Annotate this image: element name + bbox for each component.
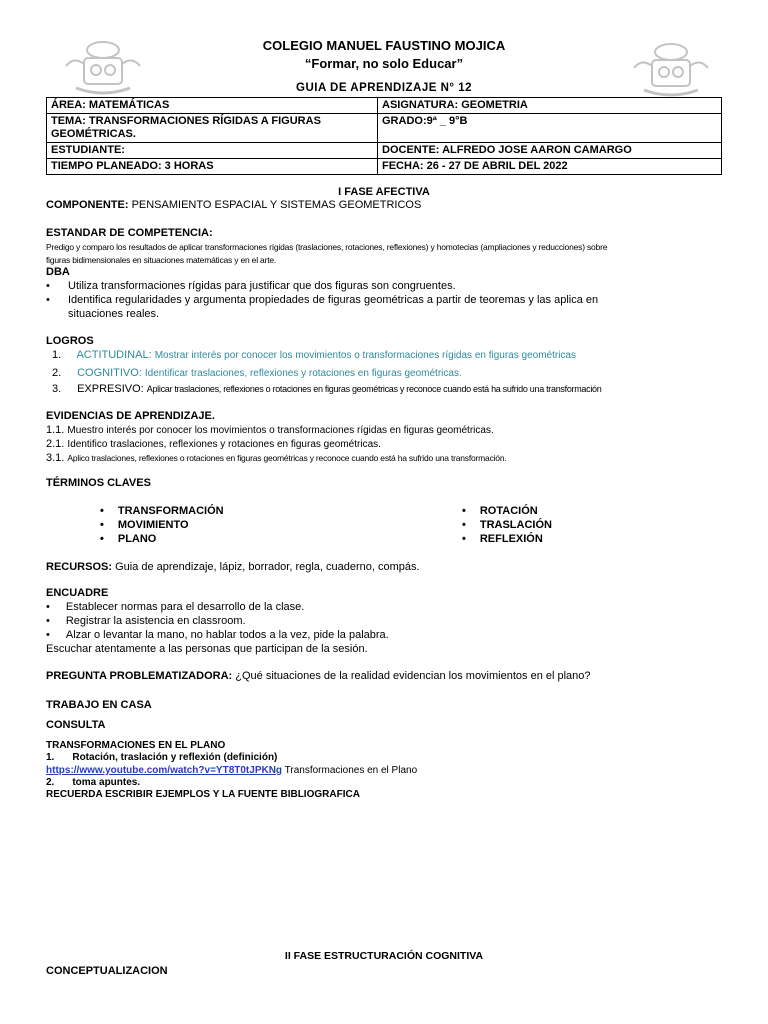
evidencias-title: EVIDENCIAS DE APRENDIZAJE. (46, 410, 215, 422)
terminos-title: TÉRMINOS CLAVES (46, 477, 151, 489)
video-link[interactable]: https://www.youtube.com/watch?v=YT8T0tJPKNg (46, 765, 283, 776)
termino-left-2-text: MOVIMIENTO (117, 519, 189, 531)
logro-2 (52, 366, 462, 381)
logro-1-num: 1. (52, 349, 62, 361)
transf-item-1-text: Rotación, traslación y reflexión (definición) (72, 752, 278, 763)
evidencia-2-text: Identifico traslaciones, reflexiones y rotaciones en figuras geométricas. (67, 439, 381, 450)
logro-3 (52, 382, 601, 396)
docente-cell: DOCENTE: ALFREDO JOSE AARON CAMARGO (378, 143, 722, 159)
estandar-line2: figuras bidimensionales en situaciones matemáticas y en el arte. (46, 255, 277, 265)
evidencia-1-num: 1.1. (46, 424, 65, 436)
school-name: COLEGIO MANUEL FAUSTINO MOJICA (262, 38, 506, 53)
logro-2-label: COGNITIVO: (77, 367, 142, 379)
evidencia-3-num: 3.1. (46, 452, 65, 464)
evidencia-3 (46, 451, 507, 465)
transf-item-2-text: toma apuntes. (72, 777, 141, 788)
transf-item-2: 2. toma apuntes. (46, 777, 141, 788)
video-link-caption: Transformaciones en el Plano (284, 765, 418, 776)
trabajo-title: TRABAJO EN CASA (46, 699, 152, 711)
evidencia-3-text: Aplico traslaciones, reflexiones o rotaciones en figuras geométricas y reconoce cuando está ha sufrido una transformación. (67, 453, 507, 463)
componente-label: COMPONENTE: (46, 199, 129, 211)
logro-3-num: 3. (52, 383, 62, 395)
encuadre-item-2: • Registrar la asistencia en classroom. (46, 615, 246, 627)
logro-2-text: Identificar traslaciones, reflexiones y rotaciones en figuras geométricas. (144, 368, 462, 379)
encuadre-item-3: • Alzar o levantar la mano, no hablar todos a la vez, pide la palabra. (46, 629, 389, 641)
termino-left-3-text: PLANO (117, 533, 157, 545)
encuadre-item-1-text: Establecer normas para el desarrollo de la clase. (65, 601, 305, 613)
evidencia-2-num: 2.1. (46, 438, 65, 450)
estudiante-cell: ESTUDIANTE: (47, 143, 378, 159)
evidencia-1 (46, 423, 494, 438)
school-motto: “Formar, no solo Educar” (304, 56, 464, 71)
transf-item-1: 1. Rotación, traslación y reflexión (definición) (46, 752, 278, 763)
info-table (46, 97, 722, 175)
dba-title: DBA (46, 266, 70, 278)
fecha-cell: FECHA: 26 - 27 DE ABRIL DEL 2022 (378, 159, 722, 175)
logro-1-text: Mostrar interés por conocer los movimientos o transformaciones rígidas en figuras geométricas (154, 350, 576, 361)
logro-1-label: ACTITUDINAL: (76, 349, 152, 361)
termino-right-1: • ROTACIÓN (462, 505, 538, 517)
pregunta-line (46, 669, 591, 683)
fase-estructuracion-title: II FASE ESTRUCTURACIÓN COGNITIVA (284, 950, 484, 962)
tema-cell: TEMA: TRANSFORMACIONES RÍGIDAS A FIGURAS GEOMÉTRICAS. (47, 114, 378, 143)
transf-title: TRANSFORMACIONES EN EL PLANO (46, 740, 226, 751)
grado-cell: GRADO:9ª _ 9°B (378, 114, 722, 143)
tiempo-cell: TIEMPO PLANEADO: 3 HORAS (47, 159, 378, 175)
logro-3-label: EXPRESIVO: (77, 383, 144, 395)
termino-left-2: • MOVIMIENTO (100, 519, 189, 531)
area-cell: ÁREA: MATEMÁTICAS (47, 98, 378, 114)
estandar-line1: Predigo y comparo los resultados de aplicar transformaciones rígidas (traslaciones, rotaciones, reflexiones) y homotecias (ampliaciones y reducciones) sobre (46, 242, 608, 252)
termino-right-2: • TRASLACIÓN (462, 519, 552, 531)
guide-title: GUIA DE APRENDIZAJE N° 12 (296, 82, 472, 94)
logro-1 (52, 348, 576, 363)
evidencia-1-text: Muestro interés por conocer los movimientos o transformaciones rígidas en figuras geométricas. (67, 425, 494, 436)
consulta-title: CONSULTA (46, 719, 106, 731)
logro-2-num: 2. (52, 367, 62, 379)
evidencia-2 (46, 437, 381, 452)
conceptualizacion-title: CONCEPTUALIZACION (46, 965, 168, 977)
termino-left-1: • TRANSFORMACIÓN (100, 505, 224, 517)
estandar-title: ESTANDAR DE COMPETENCIA: (46, 227, 213, 239)
recuerda-line: RECUERDA ESCRIBIR EJEMPLOS Y LA FUENTE BIBLIOGRAFICA (46, 789, 360, 800)
recursos-label: RECURSOS: (46, 561, 113, 573)
encuadre-item-1: • Establecer normas para el desarrollo de la clase. (46, 601, 305, 613)
dba-item-1-text: Utiliza transformaciones rígidas para justificar que dos figuras son congruentes. (68, 280, 456, 292)
logros-title: LOGROS (46, 335, 94, 347)
encuadre-title: ENCUADRE (46, 587, 109, 599)
recursos-line (46, 560, 420, 574)
termino-right-3: • REFLEXIÓN (462, 533, 543, 545)
pregunta-label: PREGUNTA PROBLEMATIZADORA: (46, 670, 233, 682)
encuadre-item-2-text: Registrar la asistencia en classroom. (65, 615, 246, 627)
termino-right-3-text: REFLEXIÓN (479, 533, 543, 545)
termino-left-1-text: TRANSFORMACIÓN (117, 505, 224, 517)
componente-text: PENSAMIENTO ESPACIAL Y SISTEMAS GEOMETRICOS (131, 199, 422, 211)
pregunta-text: ¿Qué situaciones de la realidad evidencian los movimientos en el plano? (235, 670, 591, 682)
termino-right-1-text: ROTACIÓN (479, 505, 538, 517)
dba-item-2-cont: situaciones reales. (68, 308, 160, 320)
componente-line (46, 198, 421, 212)
fase-afectiva-title: I FASE AFECTIVA (338, 186, 430, 198)
termino-right-2-text: TRASLACIÓN (479, 519, 552, 531)
dba-item-2-text: Identifica regularidades y argumenta propiedades de figuras geométricas a partir de teoremas y las aplica en (68, 294, 599, 306)
encuadre-after: Escuchar atentamente a las personas que participan de la sesión. (46, 643, 368, 655)
recursos-text: Guia de aprendizaje, lápiz, borrador, regla, cuaderno, compás. (115, 561, 420, 573)
asignatura-cell: ASIGNATURA: GEOMETRIA (378, 98, 722, 114)
encuadre-item-3-text: Alzar o levantar la mano, no hablar todos a la vez, pide la palabra. (65, 629, 389, 641)
logro-3-text: Aplicar traslaciones, reflexiones o rotaciones en figuras geométricas y reconoce cuando está ha sufrido una transformación (146, 384, 602, 394)
termino-left-3: • PLANO (100, 533, 157, 545)
